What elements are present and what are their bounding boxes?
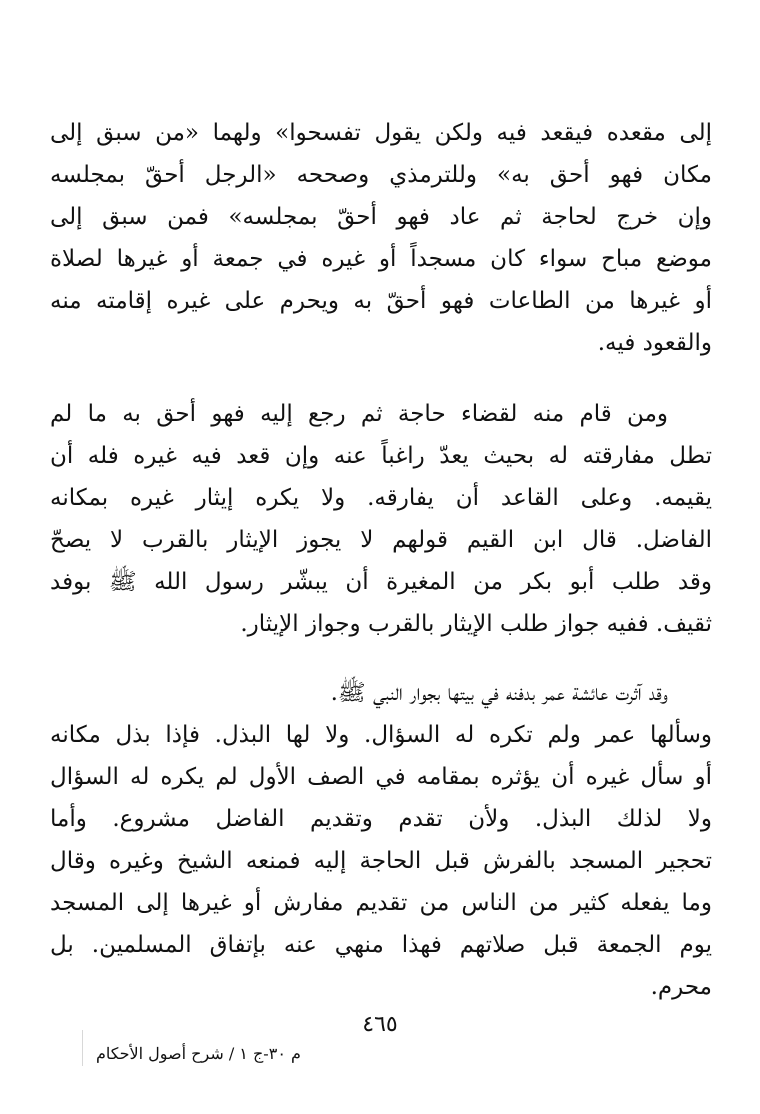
text-line: الفاضل. قال ابن القيم قولهم لا يجوز الإيثار بالقرب لا يصحّ [50, 527, 712, 553]
text-line: تحجير المسجد بالفرش قبل الحاجة إليه فمنعه الشيخ وغيره وقال [50, 848, 712, 874]
paragraph-1 [50, 112, 712, 364]
text-line: إلى مقعده فيقعد فيه ولكن يقول تفسحوا» ولهما «من سبق إلى [50, 120, 712, 146]
text-line: محرم. [650, 974, 712, 1000]
text-line: أو غيرها من الطاعات فهو أحقّ به ويحرم على غيره إقامته منه [50, 288, 712, 314]
text-line: يقيمه. وعلى القاعد أن يفارقه. ولا يكره إيثار غيره بمكانه [50, 485, 712, 511]
paragraph-3 [50, 672, 712, 1008]
signature-mark: م ٣٠-ج ١ / شرح أصول الأحكام [96, 1044, 301, 1063]
text-line: وما يفعله كثير من الناس من تقديم مفارش أو غيرها إلى المسجد [50, 890, 712, 916]
text-line: ثقيف. ففيه جواز طلب الإيثار بالقرب وجواز الإيثار. [240, 611, 712, 637]
text-line: تطل مفارقته له بحيث يعدّ راغباً عنه وإن قعد فيه غيره فله أن [50, 443, 712, 469]
text-line: مكان فهو أحق به» وللترمذي وصححه «الرجل أحقّ بمجلسه [50, 162, 712, 188]
margin-rule [82, 1030, 83, 1066]
text-line: وقد طلب أبو بكر من المغيرة أن يبشّر رسول الله ﷺ بوفد [50, 569, 712, 595]
text-line: والقعود فيه. [597, 330, 712, 356]
text-line: موضع مباح سواء كان مسجداً أو غيره في جمعة أو غيرها لصلاة [50, 246, 712, 272]
text-line: ولا لذلك البذل. ولأن تقدم وتقديم الفاضل مشروع. وأما [50, 806, 712, 832]
text-line: وإن خرج لحاجة ثم عاد فهو أحقّ بمجلسه» فمن سبق إلى [50, 204, 712, 230]
page-number: ٤٦٥ [362, 1012, 398, 1037]
text-line: أو سأل غيره أن يؤثره بمقامه في الصف الأول لم يكره له السؤال [50, 764, 712, 790]
text-line: يوم الجمعة قبل صلاتهم فهذا منهي عنه بإتفاق المسلمين. بل [50, 932, 712, 958]
text-line: وقد آثرت عائشة عمر بدفنه في بيتها بجوار النبي ﷺ. [330, 680, 668, 706]
paragraph-2 [50, 393, 712, 645]
text-line: ومن قام منه لقضاء حاجة ثم رجع إليه فهو أحق به ما لم [50, 401, 668, 427]
text-line: وسألها عمر ولم تكره له السؤال. ولا لها البذل. فإذا بذل مكانه [50, 722, 712, 748]
